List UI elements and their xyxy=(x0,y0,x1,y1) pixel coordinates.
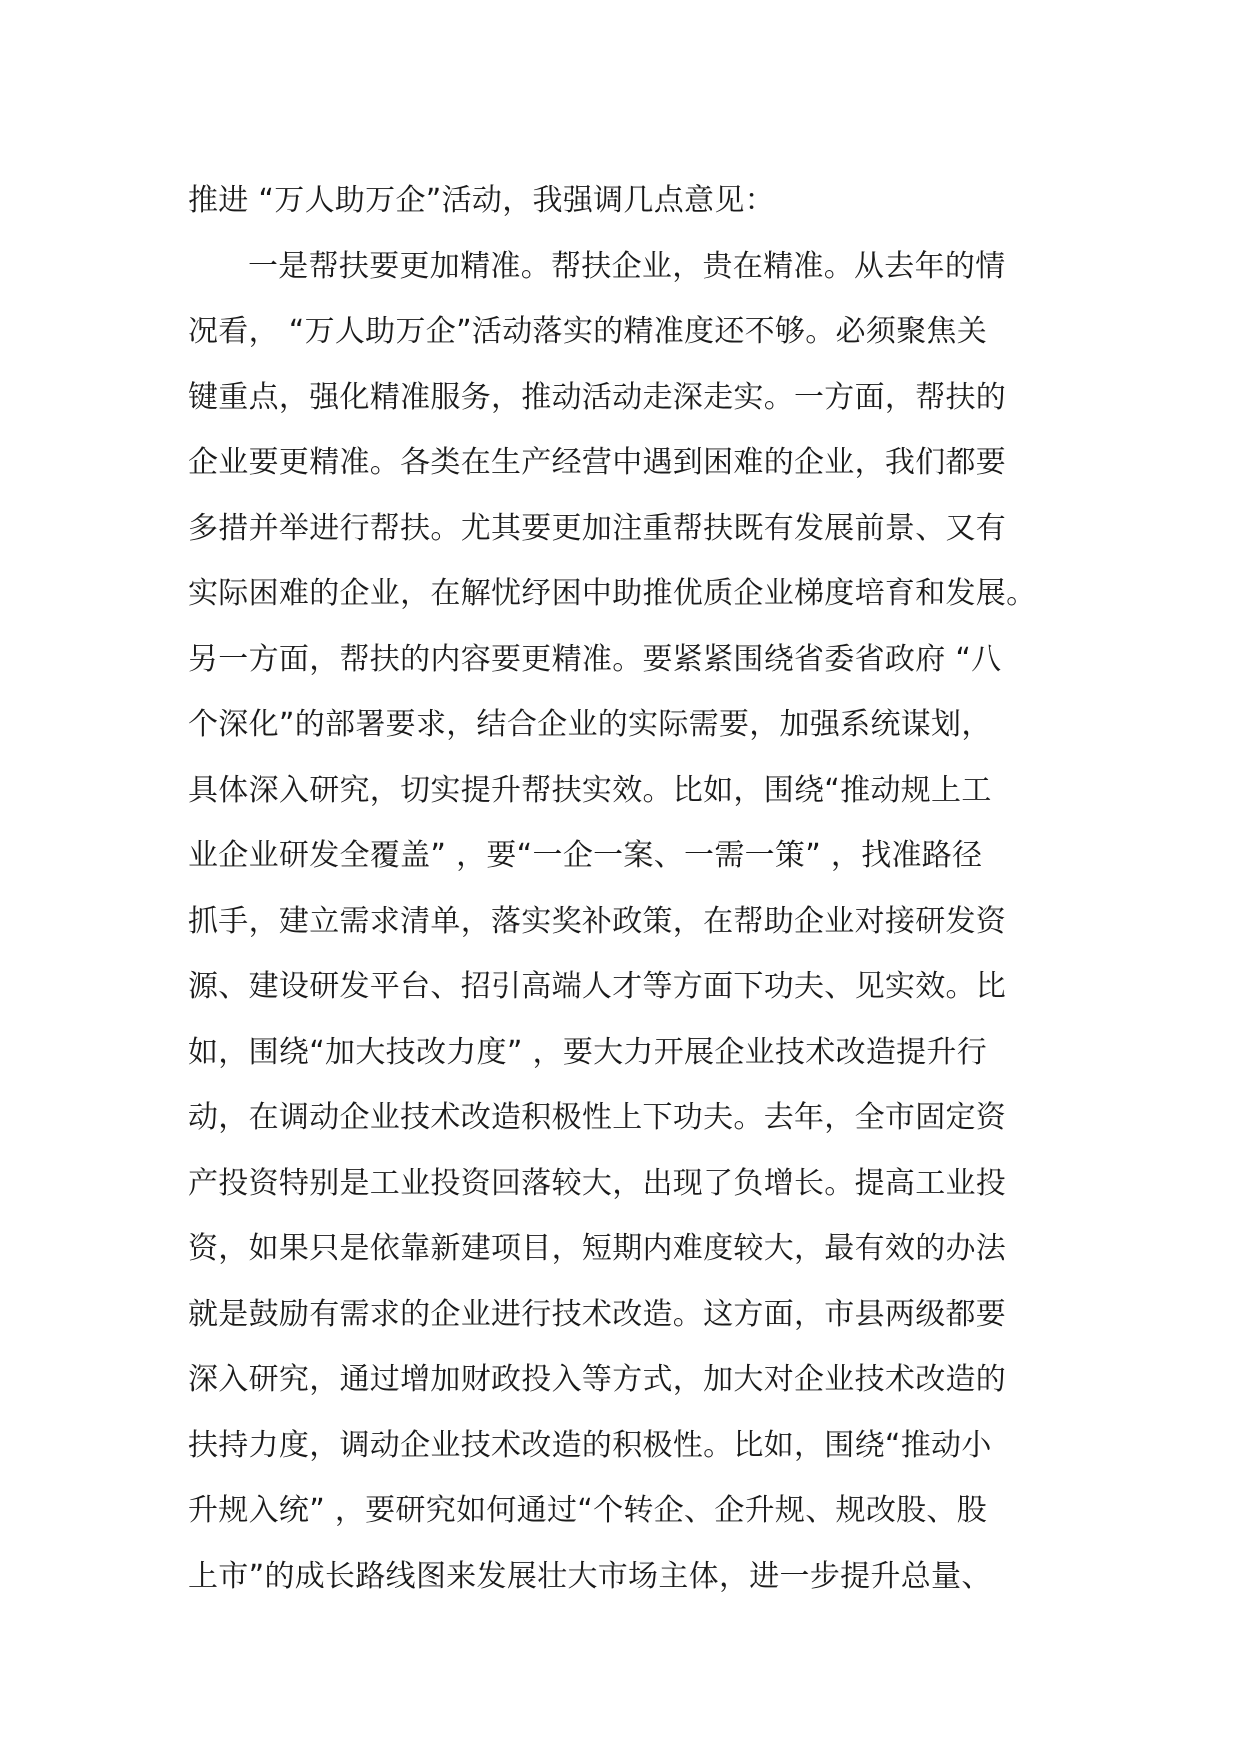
text-line: 具体深入研究，切实提升帮扶实效。比如，围绕“推动规上工 xyxy=(188,772,992,808)
text-line: 键重点，强化精准服务，推动活动走深走实。一方面，帮扶的 xyxy=(188,379,1007,415)
text-line: 企业要更精准。各类在生产经营中遇到困难的企业，我们都要 xyxy=(188,445,1007,480)
text-line: 推进 “万人助万企”活动，我强调几点意见： xyxy=(188,183,775,218)
text-line: 业企业研发全覆盖” ，要“一企一案、一需一策” ，找准路径 xyxy=(188,838,983,873)
text-line: 况看， “万人助万企”活动落实的精准度还不够。必须聚焦关 xyxy=(188,314,988,349)
text-line: 升规入统” ，要研究如何通过“个转企、企升规、规改股、股 xyxy=(188,1493,988,1528)
text-line: 个深化”的部署要求，结合企业的实际需要，加强系统谋划， xyxy=(188,707,992,742)
text-line: 资，如果只是依靠新建项目，短期内难度较大，最有效的办法 xyxy=(188,1231,1007,1266)
text-line: 实际困难的企业，在解忧纾困中助推优质企业梯度培育和发展。 xyxy=(188,576,1037,611)
text-line: 深入研究，通过增加财政投入等方式，加大对企业技术改造的 xyxy=(188,1362,1007,1397)
text-line: 如，围绕“加大技改力度” ，要大力开展企业技术改造提升行 xyxy=(188,1034,988,1070)
paragraph-start-line: 一是帮扶要更加精准。帮扶企业，贵在精准。从去年的情 xyxy=(248,248,1006,284)
text-line: 扶持力度，调动企业技术改造的积极性。比如，围绕“推动小 xyxy=(188,1427,992,1463)
text-line: 源、建设研发平台、招引高端人才等方面下功夫、见实效。比 xyxy=(188,969,1007,1004)
text-line: 另一方面，帮扶的内容要更精准。要紧紧围绕省委省政府 “八 xyxy=(188,641,1002,677)
text-line: 就是鼓励有需求的企业进行技术改造。这方面，市县两级都要 xyxy=(188,1296,1007,1332)
text-line: 多措并举进行帮扶。尤其要更加注重帮扶既有发展前景、又有 xyxy=(188,510,1007,546)
text-line: 抓手，建立需求清单，落实奖补政策，在帮助企业对接研发资 xyxy=(188,903,1007,939)
text-line: 动，在调动企业技术改造积极性上下功夫。去年，全市固定资 xyxy=(188,1100,1007,1135)
text-line: 上市”的成长路线图来发展壮大市场主体，进一步提升总量、 xyxy=(188,1558,992,1594)
text-line: 产投资特别是工业投资回落较大，出现了负增长。提高工业投 xyxy=(188,1165,1007,1201)
body-text xyxy=(188,168,1068,1609)
